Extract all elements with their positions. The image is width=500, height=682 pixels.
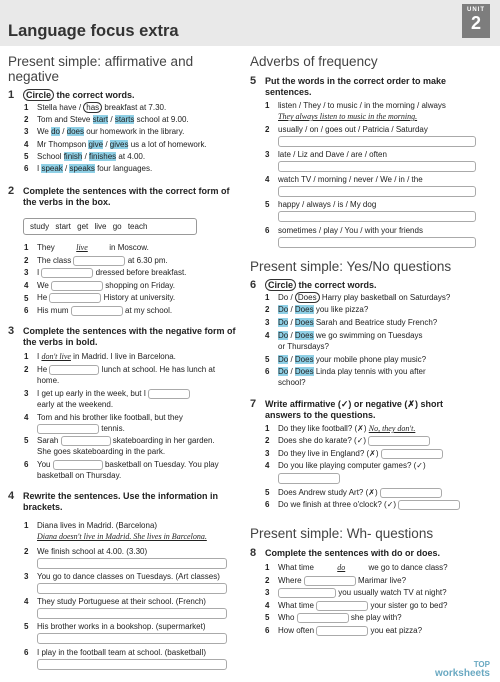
list-item-cont: school? <box>278 378 306 387</box>
item-text: in Madrid. I live in Barcelona. <box>70 352 176 361</box>
list-item <box>24 460 219 470</box>
option-a: Do <box>278 293 289 302</box>
topworksheets-logo <box>435 660 490 678</box>
answer-box[interactable] <box>381 449 443 459</box>
answer-box[interactable] <box>316 601 368 611</box>
exercise-8 <box>250 548 480 559</box>
list-item <box>265 563 448 573</box>
list-item <box>24 413 183 423</box>
answer-box[interactable] <box>148 389 190 399</box>
option-b: Does <box>294 367 314 376</box>
instruction-text: Complete the sentences with the negative form of the verbs in bold. <box>23 326 236 347</box>
answer-box[interactable] <box>49 293 101 303</box>
item-text: Do you like playing computer games? (✓) <box>278 461 426 470</box>
answer-box[interactable] <box>37 633 227 644</box>
instruction-text: Complete the sentences with the correct form of the verbs in the box. <box>23 186 230 207</box>
list-item <box>265 293 450 303</box>
item-number: 5 <box>24 436 29 446</box>
list-item <box>24 281 175 291</box>
answer-box[interactable] <box>278 161 476 172</box>
item-text: our homework in the library. <box>84 127 185 137</box>
item-text: Sarah and Beatrice study French? <box>313 318 438 327</box>
list-item <box>24 622 206 632</box>
list-item <box>24 268 186 278</box>
list-item <box>24 352 176 362</box>
item-number: 6 <box>265 500 270 510</box>
item-number: 5 <box>265 355 270 364</box>
option-separator: / <box>62 164 70 173</box>
list-item <box>265 200 376 210</box>
item-number: 2 <box>265 305 270 314</box>
list-item <box>24 256 168 266</box>
list-item <box>265 588 447 598</box>
item-number: 3 <box>265 449 270 459</box>
list-item <box>24 597 206 607</box>
answer-box[interactable] <box>61 436 111 446</box>
exercise-number: 1 <box>8 89 15 101</box>
option-a: start <box>92 115 109 125</box>
item-number: 6 <box>24 460 29 470</box>
item-text: you like pizza? <box>313 305 369 314</box>
item-number: 3 <box>265 318 270 327</box>
item-text: breakfast at 7.30. <box>102 103 167 112</box>
item-number: 2 <box>24 115 29 125</box>
answer-box[interactable] <box>278 237 476 248</box>
item-text: at 6.30 pm. <box>125 255 168 265</box>
item-text: home. <box>37 376 60 385</box>
instruction-text: Write affirmative (✓) or negative (✗) short answers to the questions. <box>265 399 443 420</box>
item-text: Mr Thompson <box>37 139 89 149</box>
list-item <box>24 306 172 316</box>
item-number: 3 <box>24 572 29 581</box>
option-a: Do <box>278 367 289 376</box>
item-text: Where <box>278 575 304 585</box>
item-number: 5 <box>265 200 270 209</box>
answer-box[interactable] <box>380 488 442 498</box>
answer-example: live <box>76 243 88 252</box>
item-text: Tom and his brother like football, but they <box>37 413 183 422</box>
list-item <box>265 305 368 315</box>
item-number: 5 <box>24 293 29 303</box>
item-text: You <box>37 460 53 470</box>
item-text: late / Liz and Dave / are / often <box>278 150 387 159</box>
item-text: at my school. <box>122 306 173 316</box>
item-number: 4 <box>265 461 270 470</box>
list-item <box>24 127 184 137</box>
answer-box[interactable] <box>37 558 227 569</box>
item-number: 6 <box>24 164 29 173</box>
item-number: 4 <box>24 597 29 606</box>
logo-line-1: TOP <box>473 660 490 669</box>
item-text: His brother works in a bookshop. (supermarket) <box>37 622 206 631</box>
item-number: 6 <box>265 226 270 235</box>
item-number: 4 <box>265 331 270 340</box>
item-text: His mum <box>37 306 71 316</box>
list-item-cont <box>37 447 165 457</box>
exercise-4 <box>8 491 238 513</box>
item-text: tennis. <box>99 424 125 434</box>
option-b: does <box>66 127 85 137</box>
item-number: 1 <box>24 352 29 361</box>
list-item <box>265 500 460 510</box>
option-b: gives <box>109 139 129 149</box>
exercise-2 <box>8 186 238 208</box>
item-text: History at university. <box>101 293 176 303</box>
item-text: Does Andrew study Art? (✗) <box>278 488 380 498</box>
circle-word: Circle <box>23 89 54 101</box>
list-item-cont <box>37 376 59 386</box>
option-separator: / <box>82 151 90 161</box>
item-number: 2 <box>265 436 270 446</box>
word-box: study start get live go teach <box>23 218 197 235</box>
item-number: 2 <box>265 575 270 585</box>
list-item <box>265 613 402 623</box>
item-number: 5 <box>265 488 270 498</box>
item-text: I <box>37 352 42 361</box>
exercise-number: 5 <box>250 75 257 87</box>
item-text: He <box>37 365 50 375</box>
answer-box[interactable] <box>316 626 368 636</box>
item-text: you usually watch TV at night? <box>336 588 447 598</box>
option-b: has <box>83 102 102 113</box>
option-a: Do <box>278 305 289 314</box>
exercise-number: 2 <box>8 185 15 197</box>
item-text: listen / They / to music / in the morning / always <box>278 101 446 110</box>
answer-box[interactable] <box>278 473 340 484</box>
item-number: 5 <box>24 151 29 161</box>
answer-box[interactable] <box>53 460 103 470</box>
item-text: I get up early in the week, but I <box>37 389 149 399</box>
answer-example: Diana doesn't live in Madrid. She lives in Barcelona. <box>37 532 207 541</box>
option-separator: / <box>76 103 84 112</box>
instruction-text: Complete the sentences with do or does. <box>265 548 441 558</box>
answer-example: No, they don't. <box>368 424 416 433</box>
item-text: The class <box>37 255 74 265</box>
logo-line-2: worksheets <box>434 668 490 679</box>
item-number: 2 <box>24 365 29 375</box>
answer-box[interactable] <box>49 365 99 375</box>
list-item <box>265 436 430 446</box>
list-item <box>265 367 426 377</box>
instruction-text: Put the words in the correct order to make sentences. <box>265 76 447 97</box>
item-number: 2 <box>265 125 270 134</box>
answer-box[interactable] <box>304 576 356 586</box>
item-text: dressed before breakfast. <box>93 268 187 278</box>
item-number: 2 <box>24 547 29 556</box>
exercise-1 <box>8 90 238 101</box>
item-number: 5 <box>265 613 270 623</box>
item-text: She goes skateboarding in the park. <box>37 447 166 456</box>
item-number: 4 <box>24 280 29 290</box>
list-item <box>265 449 443 459</box>
item-number: 5 <box>24 622 29 631</box>
option-a: Do <box>278 318 289 327</box>
item-text: basketball on Thursday. <box>37 471 122 480</box>
answer-box[interactable] <box>278 588 336 598</box>
option-separator: / <box>103 139 110 149</box>
item-text: she play with? <box>348 613 402 623</box>
item-text: I <box>37 268 42 278</box>
list-item <box>265 175 423 185</box>
list-item <box>265 355 426 365</box>
item-number: 1 <box>265 101 270 110</box>
item-text: we go to dance class? <box>366 563 448 572</box>
item-number: 6 <box>24 648 29 657</box>
item-text: at 4.00. <box>116 151 146 161</box>
item-text: School <box>37 151 64 161</box>
item-text: You go to dance classes on Tuesdays. (Art classes) <box>37 572 220 581</box>
item-text: I play in the football team at school. (basketball) <box>37 648 206 657</box>
item-text: shopping on Friday. <box>103 280 175 290</box>
item-number: 4 <box>265 600 270 610</box>
list-item <box>24 103 166 113</box>
option-separator: / <box>288 331 295 340</box>
exercise-7 <box>250 399 480 421</box>
list-item <box>265 461 426 471</box>
list-item-cont <box>37 400 113 410</box>
option-b: starts <box>114 115 135 125</box>
page-title: Language focus extra <box>8 22 179 40</box>
option-b: Does <box>294 305 314 314</box>
item-number: 1 <box>265 293 270 302</box>
list-item <box>265 125 428 135</box>
item-text: happy / always / is / My dog <box>278 200 377 209</box>
answer-box[interactable] <box>41 268 93 278</box>
item-number: 4 <box>24 139 29 149</box>
list-item <box>24 648 206 658</box>
unit-label: UNIT <box>467 7 485 13</box>
unit-number: 2 <box>470 13 481 33</box>
item-text: We finish school at 4.00. (3.30) <box>37 547 148 556</box>
list-item <box>24 140 207 150</box>
list-item <box>24 152 145 162</box>
circle-word: Circle <box>265 279 296 291</box>
list-item-cont <box>37 471 121 481</box>
answer-box[interactable] <box>37 608 227 619</box>
answer-box[interactable] <box>37 583 227 594</box>
item-text: you eat pizza? <box>368 625 423 635</box>
item-text: Do we finish at three o'clock? (✓) <box>278 500 399 510</box>
answer-example: don't live <box>41 352 71 361</box>
option-separator: / <box>59 127 67 137</box>
answer-box[interactable] <box>278 136 476 147</box>
answer-example: They always listen to music in the morning. <box>278 112 418 121</box>
option-a: finish <box>63 151 83 161</box>
item-number: 1 <box>24 243 29 252</box>
item-number: 2 <box>24 255 29 265</box>
item-text: How often <box>278 625 317 635</box>
answer-box[interactable] <box>368 436 430 446</box>
answer-box[interactable] <box>37 659 227 670</box>
item-text: Marimar live? <box>355 575 407 585</box>
item-number: 3 <box>24 127 29 137</box>
item-number: 1 <box>265 424 270 433</box>
item-text: us a lot of homework. <box>128 139 207 149</box>
item-number: 3 <box>265 150 270 159</box>
list-item-cont: or Thursdays? <box>278 342 329 351</box>
option-a: speak <box>41 164 63 173</box>
option-a: do <box>51 127 60 137</box>
item-number: 4 <box>24 413 29 422</box>
item-number: 6 <box>24 306 29 316</box>
page-header <box>0 0 500 46</box>
answer-box[interactable] <box>71 306 123 316</box>
answer-box[interactable] <box>51 281 103 291</box>
item-text: four languages. <box>94 164 153 173</box>
exercise-5 <box>250 76 480 98</box>
exercise-3 <box>8 326 238 348</box>
item-text: Who <box>278 613 297 623</box>
item-text: He <box>37 293 50 303</box>
item-text: They <box>37 243 58 252</box>
list-item <box>24 521 157 531</box>
item-number: 6 <box>265 625 270 635</box>
list-item <box>24 572 220 582</box>
option-a: Do <box>278 355 289 364</box>
item-text: we go swimming on Tuesdays <box>313 331 423 340</box>
list-item <box>24 436 215 446</box>
option-a: have <box>59 103 77 112</box>
option-b: Does <box>294 318 314 327</box>
option-b: speaks <box>69 164 95 173</box>
answer-box[interactable] <box>297 613 349 623</box>
answer-box[interactable] <box>73 256 125 266</box>
option-b: Does <box>294 331 314 340</box>
list-item <box>265 101 446 111</box>
list-item <box>24 293 175 303</box>
unit-badge <box>462 4 490 38</box>
item-text: I <box>37 164 42 173</box>
item-text: skateboarding in her garden. <box>110 436 215 446</box>
item-text: Do they like football? (✗) <box>278 424 369 433</box>
list-item <box>265 226 423 236</box>
item-text: basketball on Tuesday. You play <box>102 460 219 470</box>
instruction-text: the correct words. <box>54 90 135 100</box>
option-separator: / <box>288 355 295 364</box>
item-text: in Moscow. <box>107 243 149 252</box>
item-text: What time <box>278 563 317 572</box>
section-title-adverbs: Adverbs of frequency <box>250 54 378 69</box>
instruction-text: the correct words. <box>296 280 377 290</box>
item-text: We <box>37 127 52 137</box>
list-item <box>24 365 215 375</box>
item-number: 3 <box>24 268 29 278</box>
item-number: 1 <box>265 563 270 572</box>
item-text: Diana lives in Madrid. (Barcelona) <box>37 521 158 530</box>
item-number: 1 <box>24 521 29 530</box>
list-item-cont <box>37 424 125 434</box>
item-text: Does she do karate? (✓) <box>278 436 369 446</box>
option-b: finishes <box>89 151 117 161</box>
list-item <box>265 576 406 586</box>
option-b: Does <box>295 292 320 303</box>
item-text: usually / on / goes out / Patricia / Saturday <box>278 125 428 134</box>
exercise-number: 7 <box>250 398 257 410</box>
item-text: What time <box>278 600 317 610</box>
item-text: We <box>37 280 52 290</box>
item-text: early at the weekend. <box>37 400 114 409</box>
exercise-number: 8 <box>250 547 257 559</box>
item-text: Stella <box>37 103 60 112</box>
answer-box[interactable] <box>278 186 476 197</box>
item-text: sometimes / play / You / with your friends <box>278 226 423 235</box>
option-separator: / <box>108 115 115 125</box>
option-separator: / <box>288 367 295 376</box>
item-number: 4 <box>265 175 270 184</box>
answer-example: do <box>337 563 346 572</box>
option-separator: / <box>288 305 295 314</box>
section-title-yes-no: Present simple: Yes/No questions <box>250 259 452 274</box>
section-title-present-simple: Present simple: affirmative and negative <box>8 54 194 84</box>
list-item <box>24 164 152 174</box>
answer-box[interactable] <box>398 500 460 510</box>
item-text: Harry play basketball on Saturdays? <box>319 293 451 302</box>
option-separator: / <box>288 318 295 327</box>
answer-box[interactable] <box>278 211 476 222</box>
exercise-number: 4 <box>8 490 15 502</box>
option-separator: / <box>288 293 295 302</box>
list-item <box>24 389 190 399</box>
list-item <box>265 488 442 498</box>
section-title-wh: Present simple: Wh- questions <box>250 526 434 541</box>
list-item <box>265 318 437 328</box>
list-item <box>24 547 147 557</box>
list-item <box>265 424 415 434</box>
option-b: Does <box>294 355 314 364</box>
exercise-number: 3 <box>8 325 15 337</box>
list-item <box>265 331 423 341</box>
item-text: Do they live in England? (✗) <box>278 449 381 459</box>
list-item <box>24 243 149 253</box>
item-text: They study Portuguese at their school. (French) <box>37 597 206 606</box>
item-text: Linda play tennis with you after <box>313 367 426 376</box>
item-text: your sister go to bed? <box>368 600 448 610</box>
item-text: your mobile phone play music? <box>313 355 427 364</box>
option-a: Do <box>278 331 289 340</box>
item-number: 6 <box>265 367 270 376</box>
item-text: school at 9.00. <box>134 115 189 125</box>
list-item <box>24 115 189 125</box>
item-text: Tom and Steve <box>37 115 93 125</box>
item-text: Sarah <box>37 436 61 446</box>
item-number: 3 <box>265 588 270 598</box>
item-number: 3 <box>24 389 29 399</box>
list-item <box>265 626 422 636</box>
item-text: watch TV / morning / never / We / in / the <box>278 175 423 184</box>
item-number: 1 <box>24 103 29 112</box>
option-a: give <box>88 139 104 149</box>
exercise-number: 6 <box>250 279 257 291</box>
exercise-6 <box>250 280 480 291</box>
list-item <box>265 150 387 160</box>
instruction-text: Rewrite the sentences. Use the information in brackets. <box>23 491 219 512</box>
item-text: lunch at school. He has lunch at <box>99 365 216 375</box>
list-item <box>265 601 447 611</box>
answer-box[interactable] <box>37 424 99 434</box>
